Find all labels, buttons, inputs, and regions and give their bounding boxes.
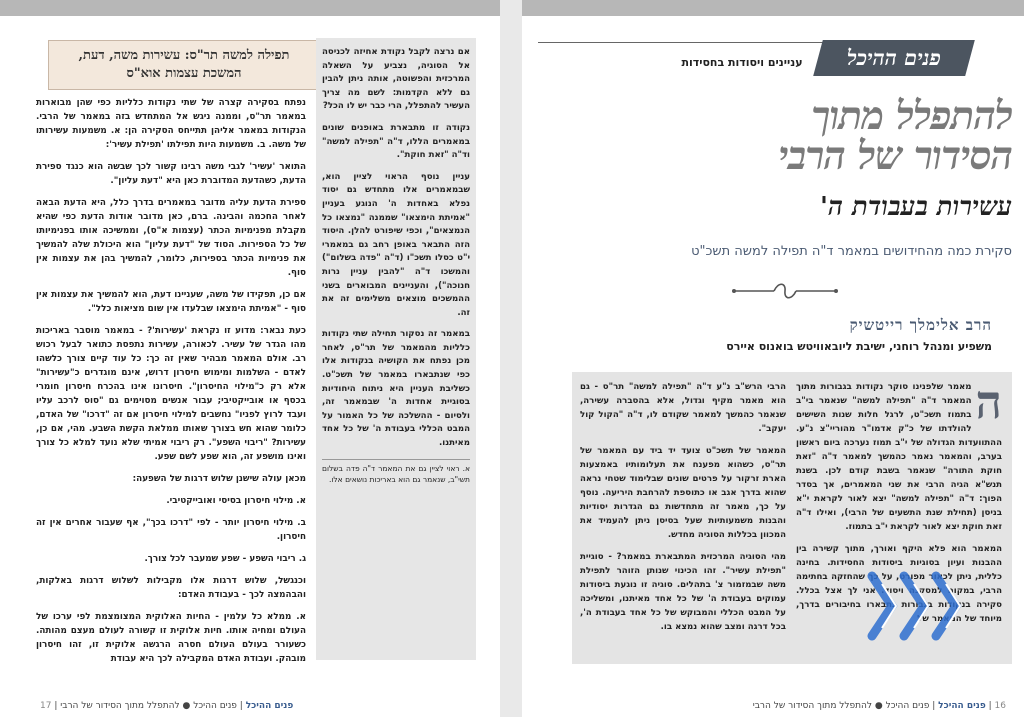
body-paragraph: המאמר של תשכ"ט צועד יד ביד עם המאמר של תר"ס, כשהוא מפענח את תעלומותיו באמצעות הארת זרקור על פרטים שונים שבלימוד שטחי נראה שהוא בדרך אגב או כתוספת להרחבת היריעה. נוסף על כך, מאמר זה מתחדשות גם הגדרות יסודיות והבנות משמעותיות שעל בסיסן ניתן להעמיד את המכוון בכללות הסוגיה מחדש.: [580, 446, 786, 540]
ornament-divider-icon: [730, 278, 840, 304]
header-subtitle: עניינים ויסודות בחסידות: [681, 56, 803, 69]
body-paragraph: א. מילוי חיסרון בסיסי ואובייקטיבי.: [166, 496, 306, 506]
body-paragraph: התואר 'עשיר' לגבי משה רבינו קשור לכך שבשה הוא כנגד ספירת הדעת, כשהדעת המדוברת כאן היא "דעת עליון".: [36, 162, 306, 186]
page-17: [0, 0, 500, 717]
footer-section: פנים ההיכל: [193, 701, 237, 711]
body-paragraph: נפתח בסקירה קצרה של שתי נקודות כלליות כפי שהן מבוארות במאמר תר"ס, וממנה ניגש אל המתחדש בזה במאמר של הרבי. הנקודות במאמר אליהן תתייחס הסקירה הן: א. משמעות עשירותו של משה. ב. משמעות היות תפילתו 'תפילת עשיר':: [36, 98, 306, 150]
footer-title: להתפלל מתוך הסידור של הרבי: [60, 701, 180, 711]
body-paragraph: כעת נבאר: מדוע זו נקראת 'עשירות'? - במאמר מוסבר באריכות מהו הגדר של עשיר. לכאורה, עשירות נתפסת כתואר לבעל רכוש רב. אולם המאמר מבהיר שאין זה כך: כל עוד קיים צורך כלשהו לאדם - השלמות ומימוש חיסרון דרוש, אינם מוגדרים כ"עשירות" אלא רק כ"מילוי החיסרון". חיסרונו אינו בהכרח חיסרון חומרי בכסף או אובייקטיבי; עבור אנשים מסוימים גם "סוס לרכב עליו ועבד לרוץ לפניו" נחשבים למילוי חיסרון אם זה "דרכו" של האדם, כלומר שהוא חש בצורך שאותו ממלאת הקשת השבע. מהי, אם כן, עשירות? "ריבוי השפע". רק ריבוי אמיתי שלא נועד למלא כל צורך ואינו מושפע זה, הוא שפע לשם שפע.: [36, 326, 306, 462]
article-title-line: הסידור של הרבי: [778, 133, 1012, 179]
author-name: הרב אלימלך רייטשיק: [849, 316, 992, 334]
header-banner: פנים ההיכל: [847, 45, 941, 70]
article-title-line: להתפלל מתוך: [811, 93, 1012, 139]
sidebar-paragraph: אם נרצה לקבל נקודת אחיזה לכניסה אל הסוגיה, נצביע על השאלה המרכזית והפשוטה, אותה ניתן להבין גם ללא הקדמות: לשם מה צריך העשיר להתפלל, הרי כבר יש לו הכל?: [322, 47, 470, 112]
footer-brand: פנים ההיכל: [245, 701, 294, 711]
article-subtitle: עשירות בעבודת ה': [820, 192, 1012, 222]
footer-brand: פנים ההיכל: [938, 701, 986, 711]
page-number: 17: [40, 701, 52, 711]
body-paragraph: הרבי הרש"ב נ"ע ד"ה "תפילה למשה" תר"ס - גם הוא מאמר מקיף וגדול, אלא בהסברה עשירה, שנאמר כהמשך למאמר שקודם לו, ד"ה "הקול קול יעקב".: [580, 382, 786, 434]
page-footer: 16 | פנים ההיכל | פנים ההיכל ● להתפלל מתוך הסידור של הרבי: [752, 701, 1006, 711]
footnote: א. ראוי לציין גם את המאמר ד"ה פדה בשלום תשי"ב, שנאמר גם הוא באריכות נושאים אלו.: [322, 459, 470, 485]
sidebar-paragraph: עניין נוסף הראוי לציין הוא, שבמאמרים אלו מתחדש גם יסוד נפלא באחדות ה' הנוגע בעניין "אמיתת הימצאו" שממנה "נמצאו כל הנמצאים", וכפי שיפורט להלן. היסוד הזה התבאר באופן רחב גם במאמרי י"ט כסלו תשכ"ו (ד"ה "פדה בשלום") והמשכו ד"ה "להבין עניין נרות חנוכה"), והעניינים המבוארים בשני ההמשכים מוצאים משלימים זה את זה.: [322, 171, 470, 318]
watermark-logo-icon: [862, 566, 982, 646]
article-title: [602, 93, 1012, 179]
article-lead: סקירת כמה מהחידושים במאמר ד"ה תפילה למשה תשכ"ט: [691, 244, 1012, 259]
sidebar-paragraph: במאמר זה נסקור תחילה שתי נקודות כלליות מהמאמר של תר"ס, לאחר מכן נפתח את הקושיה בנקודות אלו כפי שנתבארו במאמר של תשכ"ט. כשליבת העניין היא ניתוח היחודיות בסוגיית אחדות ה' שבמאמר זה, ולסיום - ההשלכה של כל האמור על המבט הכללי בעבודת ה' של כל אחד מאיתנו.: [322, 329, 470, 449]
sidebar-column: [322, 46, 470, 654]
body-column-left: [580, 380, 786, 656]
author-role: משפיע ומנהל רוחני, ישיבת ליובאוויטש בואנוס איירס: [726, 340, 992, 353]
body-paragraph: אם כן, תפקידו של משה, שעניינו דעת, הוא להמשיך את עצמות אין סוף - "אמיתת הימצאו שבלעדו אין שום מציאות כלל".: [36, 290, 306, 314]
body-paragraph: מאמר שלפנינו סוקר נקודות בגבורות מתוך המאמר ד"ה "תפילה למשה" שנאמר בי"ב בתמוז תשכ"ט, לרגל חלות שנות השישים להולדתו של כ"ק אדמו"ר מהוריי"צ נ"ע. ההתוועדות הגדולה של י"ב תמוז נערכה ביום ראשון בערב, והמאמר נאמר כהמשך למאמר ד"ה "זאת חוקת התורה" שנאמר בשבת קודם לכן. בשנת תנש"א הגיה הרבי את שני המאמרים, אך בסדר הפוך: ד"ה "תפילה למשה" יצא לאור לקראת י"א בניסן (תחילת שנת התשעים של הרבי), ואילו ד"ה זאת חוקת יצא לאור לקראת י"ב בתמוז.: [796, 382, 1002, 532]
page-16: [522, 0, 1024, 717]
body-paragraph: מהי הסוגיה המרכזית המתבארת במאמר? - סוגיית "תפילת עשיר". זהו הכינוי שנותן הזוהר לתפילת משה שבמזמור צ' בתהלים. סוגיה זו נוגעת ביסודות עמוקים בעבודת ה' של כל אחד מאיתנו, ומשליכה על המבט הכללי והמבוקש של כל אחד בעבודת ה', בכל דרגה ומצב שהוא נמצא בו.: [580, 552, 786, 632]
footer-title: להתפלל מתוך הסידור של הרבי: [752, 701, 873, 711]
sidebar-paragraph: נקודה זו מתבארת באופנים שונים במאמרים הללו, ד"ה "תפילה למשה" וד"ה "זאת חוקת".: [322, 122, 470, 161]
body-paragraph: ב. מילוי חיסרון יותר - לפי "דרכו בכך", אף שעבור אחרים אין זה חיסרון.: [36, 518, 306, 542]
page-top-bar: [522, 0, 1024, 16]
body-paragraph: מכאן עולה שישנן שלוש דרגות של השפעה:: [132, 474, 306, 484]
page-top-bar: [0, 0, 500, 16]
footer-section: פנים ההיכל: [885, 701, 930, 711]
section-title: תפילה למשה תר"ס: עשירות משה, דעת, המשכת עצמות אוא"ס: [48, 40, 320, 90]
body-paragraph: וכנגשל, שלוש דרגות אלו מקבילות לשלוש דרגות באלקות, והבהמצה לכך - בעבודת האדם:: [36, 576, 306, 600]
drop-cap: ה: [975, 380, 1002, 429]
body-paragraph: ספירת הדעת עליה מדובר במאמרים בדרך כלל, היא הדעת הבאה לאחר החכמה והבינה. ברם, כאן מדובר אודות הדעת כפי שהיא מקבלת מפנימיות הכתר (עצמות א"ס), וממשיכה אותו בפנימיותו של כל הספירות. הסוד של "דעת עליון" הוא היכולת שלה להמשיך את פנימיות הכתר בספירות, כלומר, להמשיך בהן את עצמות אין סוף.: [36, 198, 306, 278]
body-paragraph: המאמר הוא פלא היקף ואורך, מתוך קשירה בין ההבנות ועיון בסוגיות ביסודות החסידות. בחינה כללית, ניתן לכאור מפורט, על כך שהחזקה בחתימה הרבי, במקום למסקנה ויסוד. אני לך אצל בכלל. סקירה בנקודות בגבורות נתבארו בחיבורים בדרך, מיוחד של המאמר של: [796, 544, 1002, 624]
page-footer: 17 | פנים ההיכל | פנים ההיכל ● להתפלל מתוך הסידור של הרבי: [40, 701, 294, 711]
main-column: [36, 96, 306, 672]
body-paragraph: א. ממלא כל עלמין - החיות האלוקית המצומצמת לפי ערכו של העולם ומחיה אותו. חיות אלוקית זו קשורה לעולם מעצם מהותה. כשעורר בעולם העולם חסרה הרגשה אלוקית זו, זהו חיסרון מובהק. ועבודת האדם המקבילה לכך היא עבודת: [36, 612, 306, 664]
body-paragraph: ג. ריבוי השפע - שפע שמעבר לכל צורך.: [144, 554, 306, 564]
page-number: 16: [994, 701, 1006, 711]
